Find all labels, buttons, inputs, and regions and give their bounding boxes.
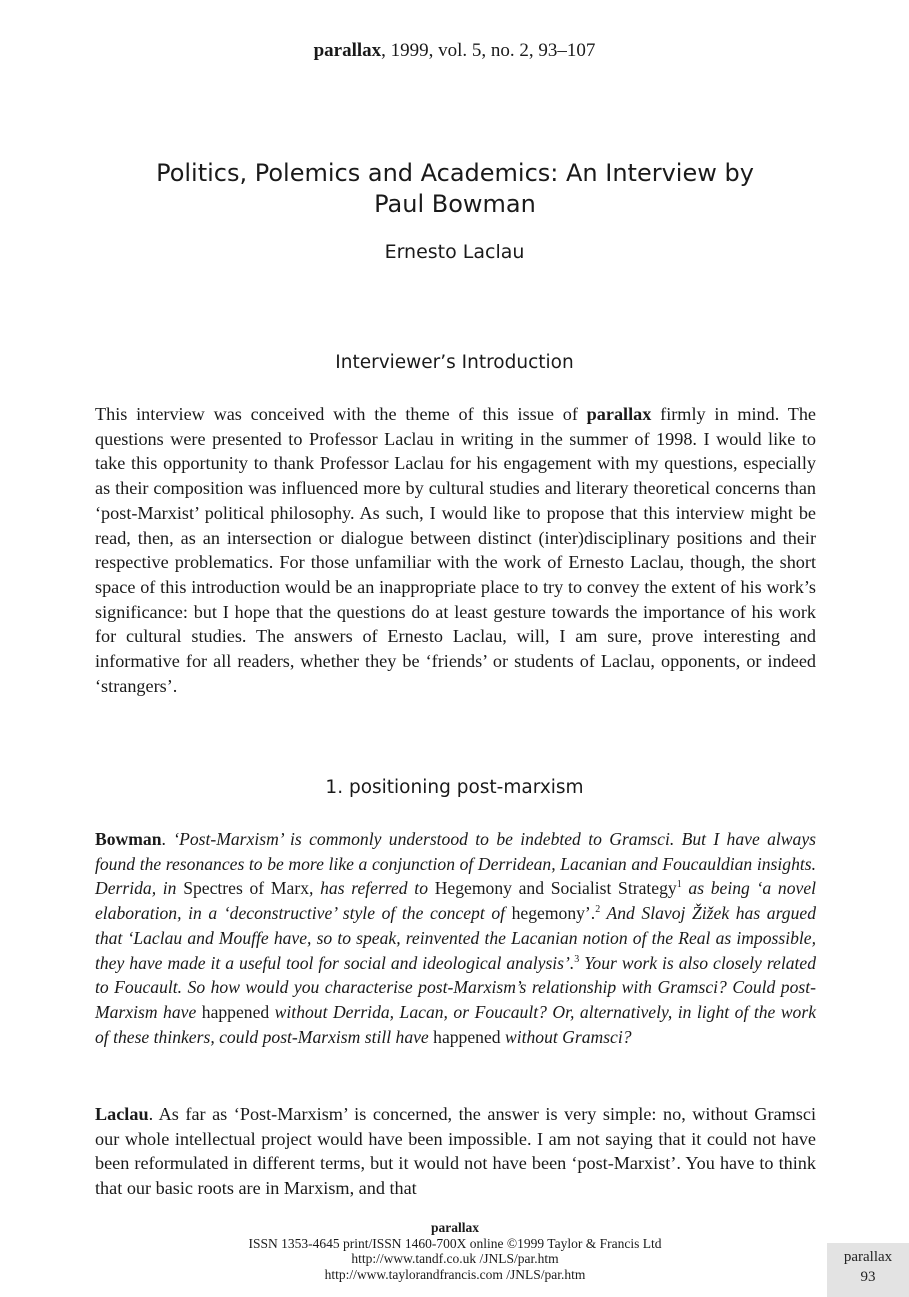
intro-text-b: firmly in mind. The questions were presented to Professor Laclau in writing in the summer of 1998. I would like to take this opportunity to thank Professor Laclau for his engagement with my questions, especially as their composition was influenced more by cultural studies and literary theoretical concerns than ‘post-Marxist’ political philosophy. As such, I would like to propose that this interview might be read, then, as an intersection or dialogue between distinct (inter)disciplinary positions and their respective problematics. For those unfamiliar with the work of Ernesto Laclau, though, the short space of this introduction would be an inappropriate place to try to convey the extent of his work’s significance: but I hope that the questions do at least gesture towards the importance of his work for cultural studies. The answers of Ernesto Laclau, will, I am sure, prove interesting and informative for all readers, whether they be ‘friends’ or students of Laclau, opponents, or indeed ‘strangers’. <box>95 404 816 696</box>
footer-url-1[interactable]: http://www.tandf.co.uk /JNLS/par.htm <box>351 1251 559 1266</box>
answer-text: . As far as ‘Post-Marxism’ is concerned, the answer is very simple: no, without Gramsci our whole intellectual project would have been impossible. I am not saying that it could not have been reformulated in different terms, but it would not have been ‘post-Marxist’. You have to think that our basic roots are in Marxism, and that <box>95 1104 816 1199</box>
title-line-2: Paul Bowman <box>374 190 536 218</box>
quote-close: ’. <box>584 903 596 924</box>
question-part-8: without Gramsci? <box>500 1026 632 1047</box>
question-part-7: without Derrida, Lacan, or Foucault? Or, alternatively, in light of the work of these thinkers, could post-Marxism still have <box>95 1001 817 1047</box>
laclau-answer <box>95 1102 816 1201</box>
question-part-6: Your work is also closely related to Foucault. So how would you characterise post-Marxism’s relationship with Gramsci? Could post-Marxism have <box>95 952 817 1022</box>
running-head-citation: , 1999, vol. 5, no. 2, 93–107 <box>381 40 596 61</box>
intro-text-a: This interview was conceived with the theme of this issue of <box>95 404 587 424</box>
page-footer <box>200 1220 710 1282</box>
footer-url-2[interactable]: http://www.taylorandfrancis.com /JNLS/par.htm <box>324 1266 586 1282</box>
question-part-3: as being ‘a novel elaboration, in a ‘deconstructive’ style of the concept of <box>95 878 817 924</box>
footnote-ref-3[interactable]: 3 <box>574 953 580 965</box>
intro-heading: Interviewer’s Introduction <box>335 352 574 373</box>
intro-paragraph <box>95 402 816 698</box>
section-1-heading: 1. positioning post-marxism <box>325 777 584 798</box>
work-title-spectres: Spectres of Marx <box>183 878 309 899</box>
footer-journal: parallax <box>430 1220 479 1235</box>
speaker-bowman: Bowman <box>95 829 162 849</box>
article-author: Ernesto Laclau <box>384 241 525 263</box>
work-title-hegemony: Hegemony and Socialist Strategy <box>434 878 677 899</box>
page-number: 93 <box>860 1269 876 1285</box>
page-number-box <box>827 1243 909 1297</box>
title-line-1: Politics, Polemics and Academics: An Interview by <box>156 159 754 187</box>
word-happened-2: happened <box>433 1026 501 1047</box>
speaker-laclau: Laclau <box>95 1104 149 1124</box>
question-part-5: And Slavoj Žižek has argued that ‘Laclau and Mouffe have, so to speak, reinvented the Lacanian notion of the Real as impossible, they have made it a useful tool for social and ideological analysis’. <box>95 903 816 973</box>
intro-journal-name: parallax <box>586 404 652 424</box>
footer-issn: ISSN 1353-4645 print/ISSN 1460-700X online ©1999 Taylor & Francis Ltd <box>248 1235 662 1251</box>
article-title <box>95 158 815 220</box>
footnote-ref-1[interactable]: 1 <box>676 879 682 891</box>
footnote-ref-2[interactable]: 2 <box>595 904 601 916</box>
word-hegemony: hegemony <box>511 903 585 924</box>
running-head-journal: parallax <box>313 40 382 61</box>
bowman-question <box>95 827 816 1049</box>
question-part-2: , has referred to <box>309 878 435 899</box>
word-happened-1: happened <box>201 1001 270 1022</box>
running-head <box>0 40 909 62</box>
question-text <box>95 829 816 1047</box>
speaker-dot: . <box>161 829 174 849</box>
question-part-1: ‘Post-Marxism’ is commonly understood to be indebted to Gramsci. But I have always found the resonances to be more like a conjunction of Derridean, Lacanian and Foucauldian insights. Derrida, in <box>95 829 816 899</box>
pagebox-journal: parallax <box>843 1249 893 1265</box>
